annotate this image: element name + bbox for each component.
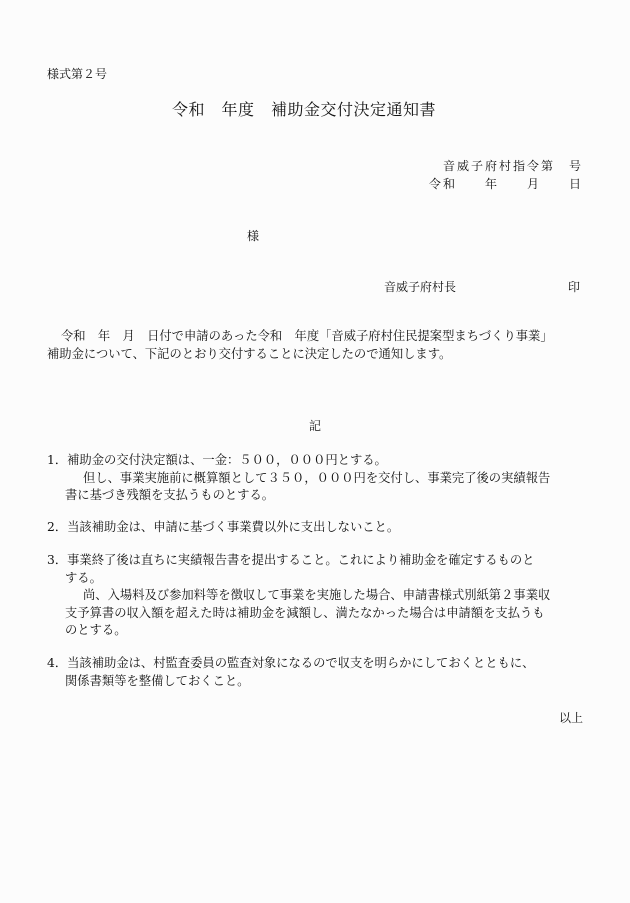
- body-line: 令和 年 月 日付で申請のあった令和 年度「音威子府村住民提案型まちづくり事業」: [61, 329, 553, 343]
- list-item-1: [47, 452, 592, 505]
- body-paragraph: [47, 328, 587, 363]
- seal-mark: 印: [568, 280, 581, 294]
- item-number: 3．: [47, 553, 68, 567]
- body-line: 補助金について、下記のとおり交付することに決定したので通知します。: [47, 346, 452, 361]
- closing-text: 以上: [558, 711, 583, 725]
- ki-heading: 記: [309, 419, 322, 433]
- item-number: 4．: [47, 656, 68, 670]
- item-line: 補助金の交付決定額は、一金：５００，０００円とする。: [67, 453, 387, 467]
- item-number: 1．: [47, 453, 68, 467]
- item-line: 事業終了後は直ちに実績報告書を提出すること。これにより補助金を確定するものと: [67, 553, 535, 567]
- document-title: 令和 年度 補助金交付決定通知書: [172, 100, 437, 119]
- form-number: 様式第２号: [47, 67, 108, 81]
- list-item-4: [47, 655, 592, 690]
- item-line: 当該補助金は、申請に基づく事業費以外に支出しないこと。: [67, 520, 400, 534]
- reference-number: 音威子府村指令第 号: [442, 159, 583, 173]
- item-line: 当該補助金は、村監査委員の監査対象になるので収支を明らかにしておくとともに、: [67, 656, 535, 670]
- item-number: 2．: [47, 520, 68, 534]
- list-item-2: [47, 519, 592, 537]
- item-line: 支予算書の収入額を超えた時は補助金を減額し、満たなかった場合は申請額を支払うも: [65, 605, 545, 620]
- item-line: 関係書類等を整備しておくこと。: [65, 673, 250, 688]
- item-line: 但し、事業実施前に概算額として３５０，０００円を交付し、事業完了後の実績報告: [83, 470, 551, 485]
- issue-date: 令和 年 月 日: [428, 177, 583, 191]
- issuer-name: 音威子府村長: [384, 280, 457, 294]
- item-line: 書に基づき残額を支払うものとする。: [65, 488, 275, 502]
- item-line: する。: [65, 570, 102, 585]
- item-line: 尚、入場料及び参加料等を徴収して事業を実施した場合、申請書様式別紙第２事業収: [83, 588, 551, 602]
- item-line: のとする。: [65, 623, 127, 637]
- list-item-3: [47, 552, 592, 640]
- addressee-suffix: 様: [247, 229, 260, 243]
